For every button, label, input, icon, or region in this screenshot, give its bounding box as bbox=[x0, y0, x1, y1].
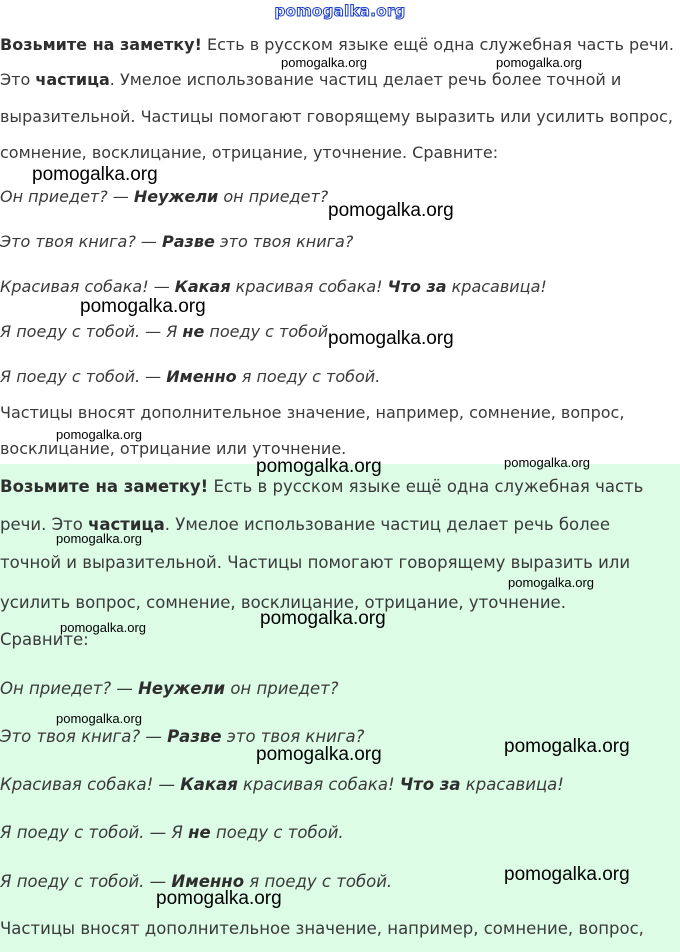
watermark: pomogalka.org bbox=[156, 888, 282, 909]
watermark: pomogalka.org bbox=[508, 575, 594, 590]
top-line-3: выразительной. Частицы помогают говорящему выразить или усилить вопрос, bbox=[0, 107, 673, 126]
bottom-line-2: речи. Это частица. Умелое использование частиц делает речь более bbox=[0, 515, 610, 534]
bottom-example-4: Я поеду с тобой. — Я не поеду с тобой. bbox=[0, 823, 344, 842]
watermark: pomogalka.org bbox=[80, 296, 206, 317]
top-line-2: Это частица. Умелое использование частиц делает речь более точной и bbox=[0, 70, 622, 89]
watermark: pomogalka.org bbox=[504, 864, 630, 885]
bottom-example-2: Это твоя книга? — Разве это твоя книга? bbox=[0, 727, 365, 746]
top-conclusion-2: восклицание, отрицание или уточнение. bbox=[0, 439, 347, 458]
watermark: pomogalka.org bbox=[260, 608, 386, 629]
top-line-4: сомнение, восклицание, отрицание, уточнение. Сравните: bbox=[0, 143, 499, 162]
watermark: pomogalka.org bbox=[256, 744, 382, 765]
top-example-1: Он приедет? — Неужели он приедет? bbox=[0, 187, 329, 206]
note-label: Возьмите на заметку! bbox=[0, 35, 202, 54]
note-label: Возьмите на заметку! bbox=[0, 477, 209, 496]
bottom-line-5: Сравните: bbox=[0, 630, 89, 649]
bottom-example-3: Красивая собака! — Какая красивая собака! Что за красавица! bbox=[0, 775, 564, 794]
watermark: pomogalka.org bbox=[328, 200, 454, 221]
term-particle: частица bbox=[35, 70, 110, 89]
watermark: pomogalka.org bbox=[281, 55, 367, 70]
bottom-line-1: Возьмите на заметку! Есть в русском языке ещё одна служебная часть bbox=[0, 477, 644, 496]
watermark: pomogalka.org bbox=[56, 427, 142, 442]
top-example-2: Это твоя книга? — Разве это твоя книга? bbox=[0, 232, 354, 251]
watermark: pomogalka.org bbox=[256, 456, 382, 477]
watermark: pomogalka.org bbox=[504, 455, 590, 470]
top-line-1: Возьмите на заметку! Есть в русском языке ещё одна служебная часть речи. bbox=[0, 35, 674, 54]
watermark: pomogalka.org bbox=[32, 164, 158, 185]
watermark: pomogalka.org bbox=[60, 620, 146, 635]
term-particle: частица bbox=[88, 515, 165, 534]
bottom-example-1: Он приедет? — Неужели он приедет? bbox=[0, 679, 339, 698]
top-example-4: Я поеду с тобой. — Я не поеду с тобой. bbox=[0, 322, 334, 341]
watermark: pomogalka.org bbox=[504, 736, 630, 757]
watermark: pomogalka.org bbox=[56, 531, 142, 546]
top-conclusion-1: Частицы вносят дополнительное значение, например, сомнение, вопрос, bbox=[0, 403, 625, 422]
watermark: pomogalka.org bbox=[328, 328, 454, 349]
watermark: pomogalka.org bbox=[56, 711, 142, 726]
bottom-line-3: точной и выразительной. Частицы помогают говорящему выразить или bbox=[0, 553, 631, 572]
bottom-conclusion-1: Частицы вносят дополнительное значение, например, сомнение, вопрос, bbox=[0, 919, 644, 938]
watermark: pomogalka.org bbox=[496, 55, 582, 70]
top-example-3: Красивая собака! — Какая красивая собака! Что за красавица! bbox=[0, 277, 547, 296]
top-example-5: Я поеду с тобой. — Именно я поеду с тобой. bbox=[0, 367, 381, 386]
bottom-line-4: усилить вопрос, сомнение, восклицание, отрицание, уточнение. bbox=[0, 593, 566, 612]
site-title[interactable]: pomogalka.org bbox=[274, 2, 406, 20]
bottom-example-5: Я поеду с тобой. — Именно я поеду с тобой. bbox=[0, 872, 393, 891]
